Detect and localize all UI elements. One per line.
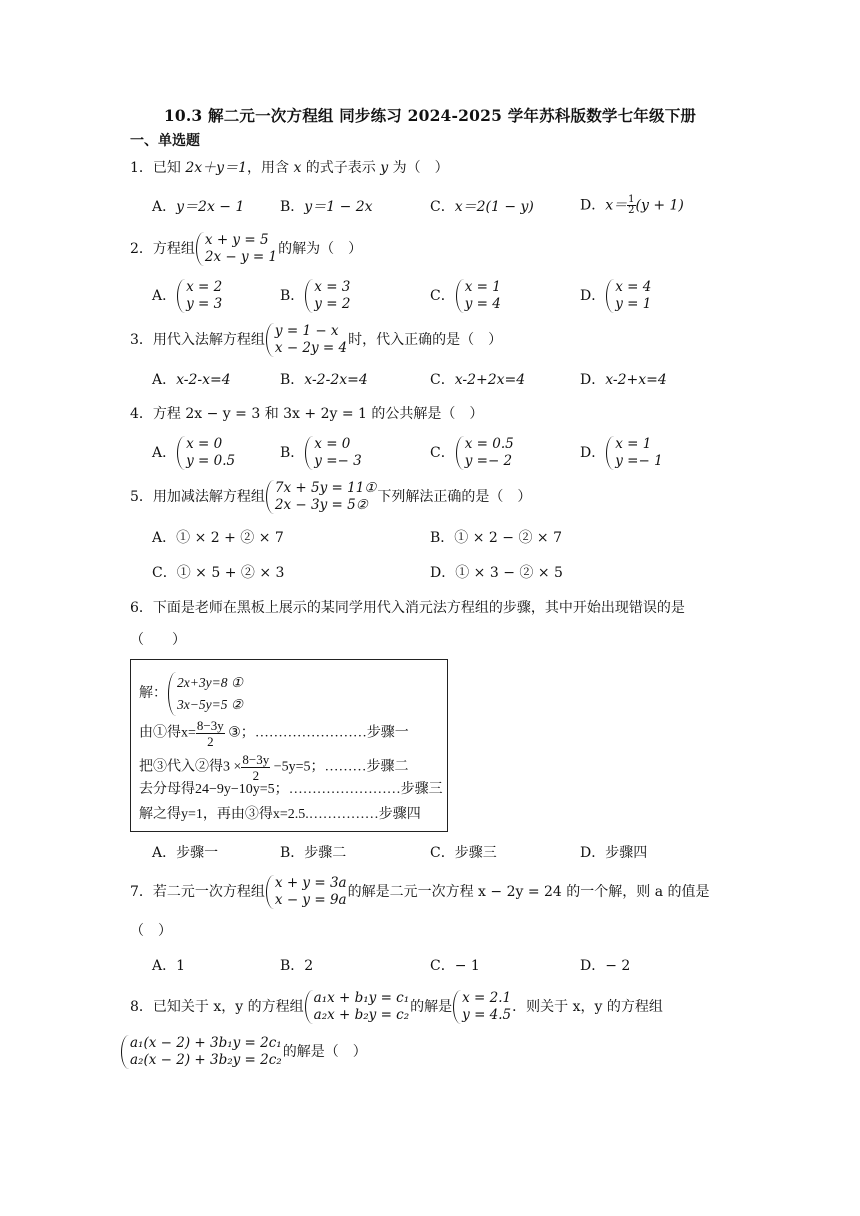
equation-system: x + y = 5 2x − y = 1	[196, 232, 277, 266]
q3-option-d[interactable]: D．x-2+x=4	[580, 372, 667, 388]
question-7-paren: （ ）	[130, 923, 172, 939]
question-1: 1．已知 2x＋y＝1，用含 x 的式子表示 y 为（ ）	[130, 160, 449, 176]
question-7: 7．若二元一次方程组 x + y = 3a x − y = 9a 的解是二元一次方程 x − 2y = 24 的一个解，则 a 的值是	[130, 875, 710, 908]
q4-option-c[interactable]: C． x = 0.5 y =− 2	[430, 436, 514, 469]
blackboard-figure	[130, 659, 448, 832]
q5-option-a[interactable]: A．① × 2 + ② × 7	[152, 530, 284, 546]
q6-option-d[interactable]: D．步骤四	[580, 845, 648, 861]
q3-option-b[interactable]: B．x-2-2x=4	[280, 372, 368, 388]
q1-option-c[interactable]: C．x＝2(1 − y)	[430, 199, 534, 215]
q5-option-b[interactable]: B．① × 2 − ② × 7	[430, 530, 563, 546]
q1-option-d[interactable]: D．x＝ $\frac{1}{2}$ (y + 1)	[580, 194, 684, 216]
board-system: 解： 2x+3y=8 ① 3x−5y=5 ②	[139, 672, 244, 716]
q4-option-d[interactable]: D． x = 1 y =− 1	[580, 436, 663, 469]
question-6-paren: （ ）	[130, 632, 186, 648]
q3-option-c[interactable]: C．x-2+2x=4	[430, 372, 526, 388]
question-8: 8．已知关于 x，y 的方程组 a₁x + b₁y = c₁ a₂x + b₂y = c₂ 的解是 x = 2.1 y = 4.5 ．则关于 x，y 的方程组	[130, 990, 663, 1023]
q2-option-a[interactable]: A． x = 2 y = 3	[152, 279, 223, 312]
q6-option-b[interactable]: B．步骤二	[280, 845, 347, 861]
q7-option-b[interactable]: B．2	[280, 958, 314, 974]
q4-option-a[interactable]: A． x = 0 y = 0.5	[152, 436, 236, 469]
q5-option-c[interactable]: C．① × 5 + ② × 3	[152, 565, 285, 581]
board-step-3: 去分母得24−9y−10y=5；……………………步骤三	[139, 782, 443, 797]
document-title: 10.3 解二元一次方程组 同步练习 2024-2025 学年苏科版数学七年级下册	[163, 106, 697, 125]
question-3: 3．用代入法解方程组 y = 1 − x x − 2y = 4 时，代入正确的是（ ）	[130, 323, 503, 356]
q2-option-d[interactable]: D． x = 4 y = 1	[580, 279, 652, 312]
q2-option-c[interactable]: C． x = 1 y = 4	[430, 279, 501, 312]
board-step-4: 解之得y=1，再由③得x=2.5.……………步骤四	[139, 807, 421, 822]
q1-option-a[interactable]: A．y＝2x − 1	[152, 199, 245, 215]
question-2: 2．方程组 x + y = 5 2x − y = 1 的解为（ ）	[130, 232, 363, 265]
q5-option-d[interactable]: D．① × 3 − ② × 5	[430, 565, 563, 581]
question-5: 5．用加减法解方程组 7x + 5y = 11① 2x − 3y = 5② 下列解法正确的是（ ）	[130, 480, 532, 513]
question-8-system: a₁(x − 2) + 3b₁y = 2c₁ a₂(x − 2) + 3b₂y = 2c₂ 的解是（ ）	[130, 1035, 367, 1069]
question-6: 6．下面是老师在黑板上展示的某同学用代入消元法方程组的步骤，其中开始出现错误的是	[130, 600, 685, 616]
q7-option-c[interactable]: C．− 1	[430, 958, 480, 974]
board-step-2: 把③代入②得3 × $\frac{8-3y}{2}$ −5y=5；………步骤二	[139, 752, 409, 783]
board-step-1: 由①得x= $\frac{8-3y}{2}$ ③；……………………步骤一	[139, 718, 409, 749]
q6-option-c[interactable]: C．步骤三	[430, 845, 497, 861]
question-4: 4．方程 2x − y = 3 和 3x + 2y = 1 的公共解是（ ）	[130, 406, 484, 422]
q7-option-a[interactable]: A．1	[152, 958, 186, 974]
q3-option-a[interactable]: A．x-2-x=4	[152, 372, 231, 388]
q4-option-b[interactable]: B． x = 0 y =− 3	[280, 436, 362, 469]
q2-option-b[interactable]: B． x = 3 y = 2	[280, 279, 351, 312]
q7-option-d[interactable]: D．− 2	[580, 958, 631, 974]
section-heading: 一、单选题	[130, 133, 200, 149]
q6-option-a[interactable]: A．步骤一	[152, 845, 219, 861]
q1-option-b[interactable]: B．y＝1 − 2x	[280, 199, 373, 215]
